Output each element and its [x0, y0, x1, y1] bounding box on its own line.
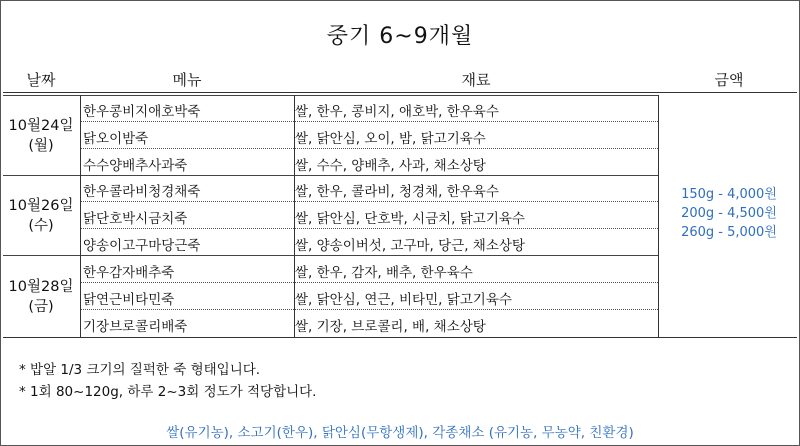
- ingredients: 쌀, 수수, 양배추, 사과, 채소상탕: [295, 158, 486, 174]
- ingredients: 쌀, 닭안심, 오이, 밤, 닭고기육수: [295, 131, 486, 147]
- ingredients: 쌀, 양송이버섯, 고구마, 당근, 채소상탕: [295, 238, 525, 254]
- header-price: 금액: [714, 71, 744, 89]
- table-header-border: [3, 95, 659, 96]
- row-divider: [81, 282, 658, 283]
- menu-item: 수수양배추사과죽: [83, 158, 188, 174]
- header-date: 날짜: [26, 71, 56, 89]
- menu-item: 닭단호박시금치죽: [83, 211, 188, 227]
- group-divider: [3, 255, 659, 256]
- menu-item: 한우콩비지애호박죽: [83, 104, 201, 120]
- row-divider: [81, 309, 658, 310]
- menu-item: 한우감자배추죽: [83, 265, 175, 281]
- day-date: 10월26일 (수): [8, 198, 74, 234]
- menu-item: 한우콜라비청경채죽: [83, 184, 201, 200]
- ingredients: 쌀, 기장, 브로콜리, 배, 채소상탕: [295, 319, 486, 335]
- note-line: * 1회 80~120g, 하루 2~3회 정도가 적당합니다.: [19, 384, 317, 400]
- table-bottom-border: [3, 337, 797, 338]
- row-divider: [81, 201, 658, 202]
- ingredients: 쌀, 한우, 콩비지, 애호박, 한우육수: [295, 104, 499, 120]
- price-list: [659, 185, 799, 242]
- page-title: 중기 6~9개월: [326, 24, 474, 49]
- header-menu: 메뉴: [172, 71, 202, 89]
- row-divider: [81, 228, 658, 229]
- ingredients: 쌀, 닭안심, 단호박, 시금치, 닭고기육수: [295, 211, 525, 227]
- day-date: 10월24일 (월): [8, 118, 74, 154]
- menu-item: 닭연근비타민죽: [83, 292, 175, 308]
- day-date: 10월28일 (금): [8, 279, 74, 315]
- ingredients: 쌀, 한우, 감자, 배추, 한우육수: [295, 265, 473, 281]
- row-divider: [81, 148, 658, 149]
- ingredient-origin-footer: 쌀(유기농), 소고기(한우), 닭안심(무항생제), 각종채소 (유기농, 무농약, 친환경): [166, 425, 634, 441]
- ingredients: 쌀, 닭안심, 연근, 비타민, 닭고기육수: [295, 292, 512, 308]
- group-divider: [3, 175, 659, 176]
- price-option: 200g - 4,500원: [681, 206, 777, 221]
- column-divider: [80, 95, 81, 337]
- note-line: * 밥알 1/3 크기의 질퍽한 죽 형태입니다.: [19, 362, 261, 378]
- table-top-border: [3, 92, 797, 93]
- menu-item: 닭오이밤죽: [83, 131, 149, 147]
- menu-item: 양송이고구마당근죽: [83, 238, 201, 254]
- row-divider: [81, 121, 658, 122]
- header-ingredients: 재료: [461, 71, 491, 89]
- price-option: 260g - 5,000원: [681, 225, 777, 240]
- price-option: 150g - 4,000원: [681, 187, 777, 202]
- menu-item: 기장브로콜리배죽: [83, 319, 188, 335]
- ingredients: 쌀, 한우, 콜라비, 청경채, 한우육수: [295, 184, 499, 200]
